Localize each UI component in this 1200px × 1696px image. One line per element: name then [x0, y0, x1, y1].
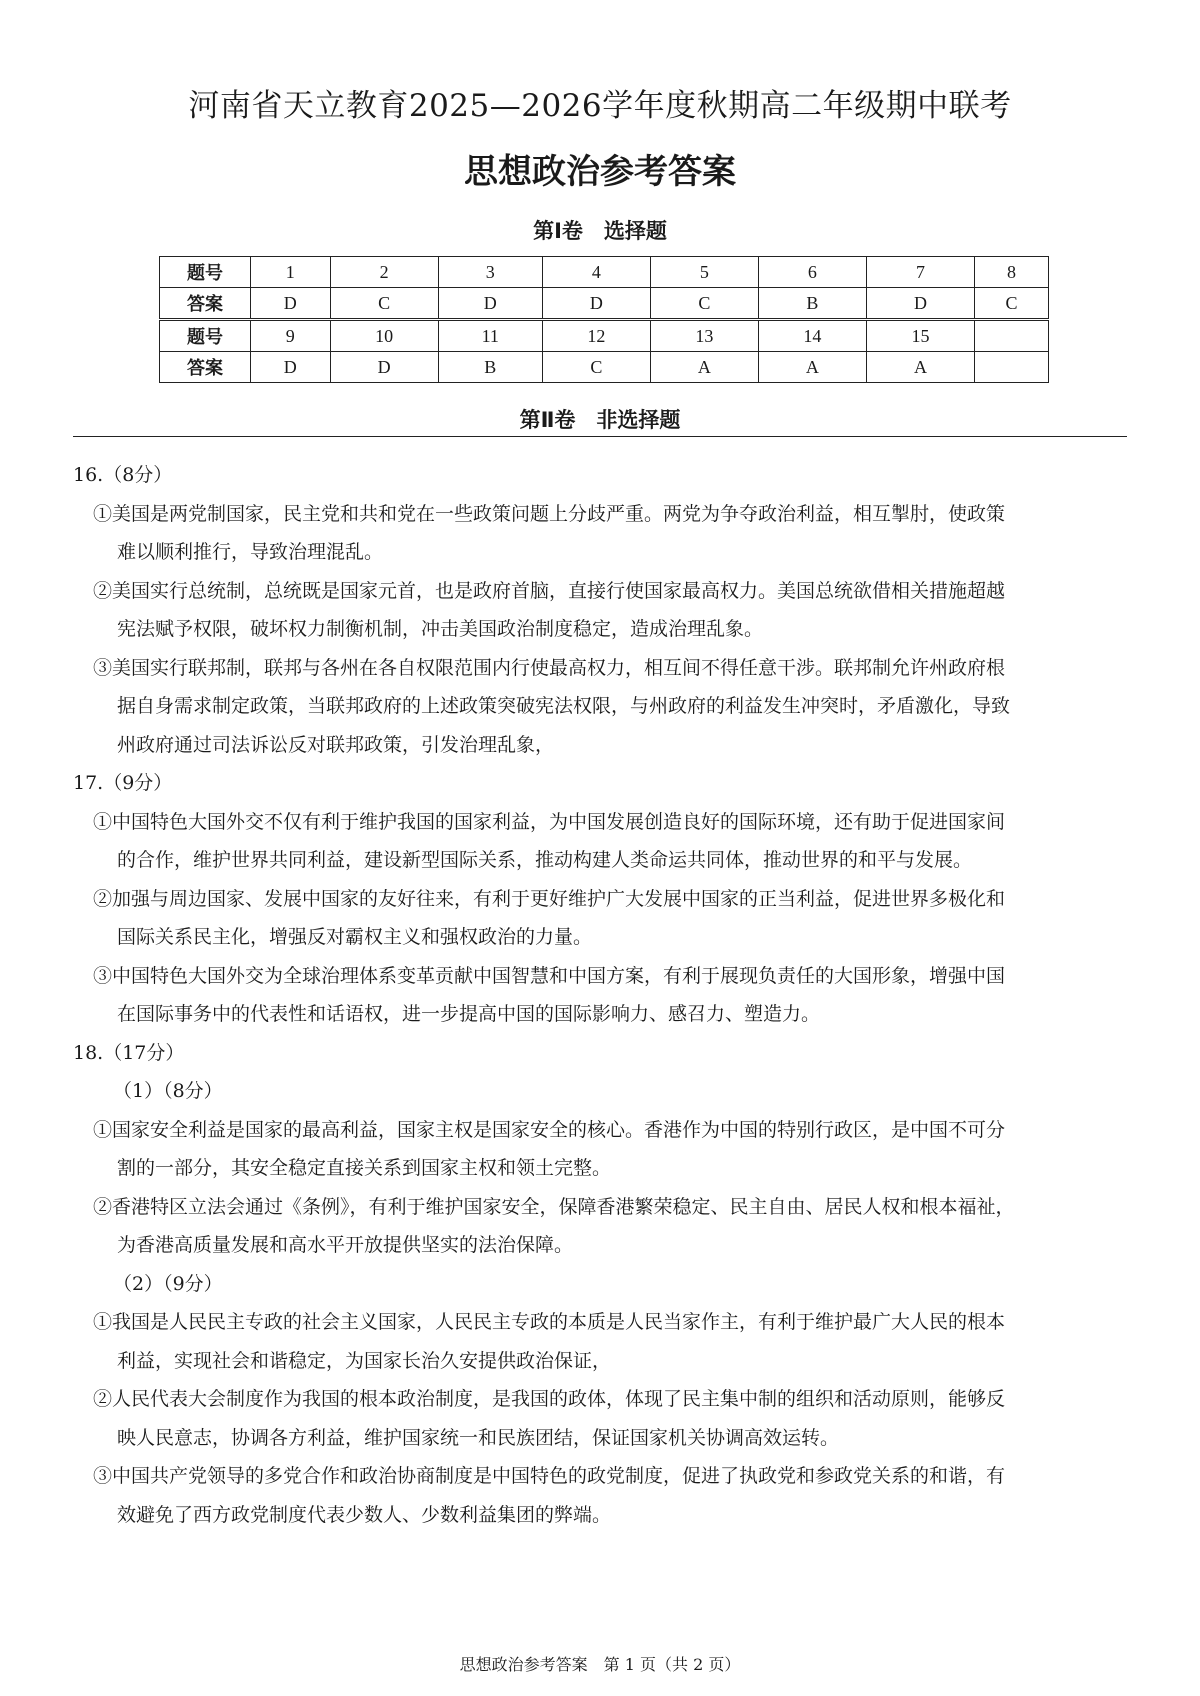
answer-point	[93, 957, 1135, 1034]
answer-cell: C	[542, 352, 650, 383]
table-row	[160, 288, 1049, 320]
question-number	[974, 320, 1048, 352]
answer-point	[93, 1303, 1135, 1380]
answer-line: ①我国是人民民主专政的社会主义国家，人民民主专政的本质是人民当家作主，有利于维护最广大人民的根本	[93, 1311, 1006, 1333]
answer-cell: A	[758, 352, 866, 383]
answer-line: ②加强与周边国家、发展中国家的友好往来，有利于更好维护广大发展中国家的正当利益，促进世界多极化和	[93, 887, 1006, 910]
answer-line: ②香港特区立法会通过《条例》，有利于维护国家安全，保障香港繁荣稳定、民主自由、居民人权和根本福祉，	[93, 1195, 1015, 1218]
answer-line: ②美国实行总统制，总统既是国家元首，也是政府首脑，直接行使国家最高权力。美国总统欲借相关措施超越	[93, 579, 1006, 602]
table-row	[160, 352, 1049, 383]
answer-line: 国际关系民主化，增强反对霸权主义和强权政治的力量。	[117, 926, 593, 948]
answer-line: 宪法赋予权限，破坏权力制衡机制，冲击美国政治制度稳定，造成治理乱象。	[117, 618, 764, 640]
answer-cell: A	[866, 352, 974, 383]
question-number: 3	[438, 257, 542, 288]
answer-cell	[974, 352, 1048, 383]
answer-point	[93, 1111, 1135, 1188]
question-number: 6	[758, 257, 866, 288]
answer-line: 映人民意志，协调各方利益，维护国家统一和民族团结，保证国家机关协调高效运转。	[117, 1426, 840, 1449]
question-17-label: 17.（9分）	[73, 772, 173, 794]
question-number: 1	[251, 257, 331, 288]
answer-point	[93, 803, 1135, 880]
section-divider	[73, 436, 1127, 437]
row-label-number: 题号	[160, 257, 251, 288]
answer-point	[93, 1188, 1135, 1265]
exam-title: 河南省天立教育2025—2026学年度秋期高二年级期中联考	[188, 88, 1012, 124]
answer-point	[93, 880, 1135, 957]
question-16-label: 16.（8分）	[73, 464, 173, 486]
answer-point	[93, 1457, 1135, 1534]
question-18-label: 18.（17分）	[73, 1041, 185, 1064]
answer-line: 难以顺利推行，导致治理混乱。	[117, 541, 384, 563]
answer-point	[93, 1380, 1135, 1457]
question-number: 9	[251, 320, 331, 352]
question-number: 13	[650, 320, 758, 352]
question-number: 12	[542, 320, 650, 352]
row-label-number: 题号	[160, 320, 251, 352]
question-number: 8	[974, 257, 1048, 288]
row-label-answer: 答案	[160, 288, 251, 320]
answer-point	[93, 572, 1135, 649]
answer-line: ①国家安全利益是国家的最高利益，国家主权是国家安全的核心。香港作为中国的特别行政区，是中国不可分	[93, 1118, 1006, 1141]
table-row	[160, 257, 1049, 288]
question-number: 14	[758, 320, 866, 352]
answers-body	[73, 456, 1135, 1534]
answer-cell: C	[974, 288, 1048, 320]
answer-cell: B	[438, 352, 542, 383]
answer-line: ①中国特色大国外交不仅有利于维护我国的国家利益，为中国发展创造良好的国际环境，还有助于促进国家间	[93, 810, 1006, 833]
part2-heading: 第Ⅱ卷 非选择题	[519, 408, 681, 432]
document-subtitle: 思想政治参考答案	[464, 152, 736, 192]
answer-line: ③中国共产党领导的多党合作和政治协商制度是中国特色的政党制度，促进了执政党和参政党关系的和谐，有	[93, 1465, 1006, 1487]
answer-line: 的合作，维护世界共同利益，建设新型国际关系，推动构建人类命运共同体，推动世界的和平与发展。	[117, 849, 973, 871]
answer-line: 在国际事务中的代表性和话语权，进一步提高中国的国际影响力、感召力、塑造力。	[117, 1003, 821, 1025]
answer-cell: D	[438, 288, 542, 320]
answer-cell: D	[542, 288, 650, 320]
answer-line: ③中国特色大国外交为全球治理体系变革贡献中国智慧和中国方案，有利于展现负责任的大国形象，增强中国	[93, 964, 1006, 987]
answer-cell: D	[330, 352, 438, 383]
question-number: 5	[650, 257, 758, 288]
answer-point	[93, 649, 1135, 765]
answer-line: 效避免了西方政党制度代表少数人、少数利益集团的弊端。	[117, 1503, 612, 1526]
answer-line: 为香港高质量发展和高水平开放提供坚实的法治保障。	[117, 1234, 574, 1256]
answer-line: 据自身需求制定政策，当联邦政府的上述政策突破宪法权限，与州政府的利益发生冲突时，矛盾激化，导致	[117, 695, 1011, 717]
table-row	[160, 320, 1049, 352]
question-number: 4	[542, 257, 650, 288]
answer-table	[159, 256, 1049, 383]
answer-line: 州政府通过司法诉讼反对联邦政策，引发治理乱象，	[117, 733, 555, 756]
sub-question-1-label: （1）（8分）	[113, 1080, 223, 1102]
answer-line: 割的一部分，其安全稳定直接关系到国家主权和领土完整。	[117, 1157, 612, 1179]
sub-question-2-label: （2）（9分）	[113, 1272, 223, 1295]
answer-cell: D	[251, 352, 331, 383]
question-number: 7	[866, 257, 974, 288]
answer-line: ①美国是两党制国家，民主党和共和党在一些政策问题上分歧严重。两党为争夺政治利益，相互掣肘，使政策	[93, 502, 1006, 525]
page-footer: 思想政治参考答案 第 1 页（共 2 页）	[459, 1655, 741, 1674]
question-number: 2	[330, 257, 438, 288]
answer-cell: A	[650, 352, 758, 383]
row-label-answer: 答案	[160, 352, 251, 383]
answer-cell: B	[758, 288, 866, 320]
answer-line: 利益，实现社会和谐稳定，为国家长治久安提供政治保证，	[117, 1349, 612, 1372]
answer-point	[93, 495, 1135, 572]
part1-heading: 第Ⅰ卷 选择题	[533, 219, 667, 243]
answer-cell: D	[251, 288, 331, 320]
answer-cell: C	[650, 288, 758, 320]
question-number: 15	[866, 320, 974, 352]
question-number: 10	[330, 320, 438, 352]
answer-line: ③美国实行联邦制，联邦与各州在各自权限范围内行使最高权力，相互间不得任意干涉。联邦制允许州政府根	[93, 656, 1006, 679]
question-number: 11	[438, 320, 542, 352]
answer-cell: C	[330, 288, 438, 320]
answer-cell: D	[866, 288, 974, 320]
answer-line: ②人民代表大会制度作为我国的根本政治制度，是我国的政体，体现了民主集中制的组织和活动原则，能够反	[93, 1388, 1006, 1410]
